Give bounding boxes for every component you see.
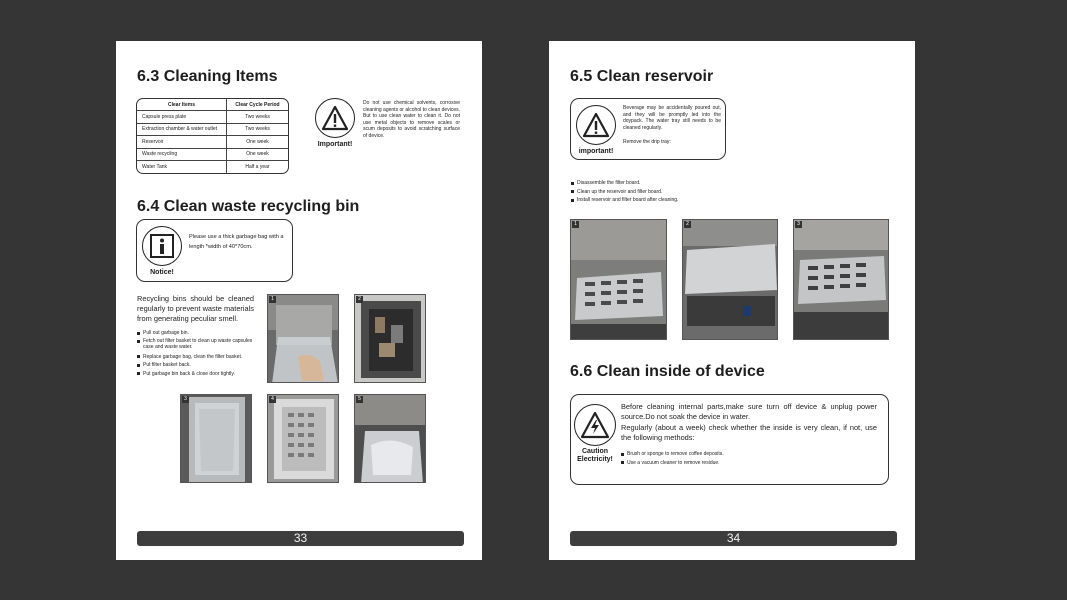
photo-number: 2: [356, 296, 363, 303]
cleaning-items-table: [136, 98, 289, 174]
info-icon: [142, 226, 182, 266]
table-cell: Two weeks: [227, 111, 288, 123]
caution-box: [570, 394, 889, 485]
page-number-bar: 33: [137, 531, 464, 546]
table-row: [137, 161, 288, 173]
list-item: Use a vacuum cleaner to remove residue.: [621, 459, 821, 468]
notice-text: Please use a thick garbage bag with a length *width of 40*70cm.: [189, 234, 284, 250]
notice-box: [136, 219, 293, 282]
table-row: [137, 136, 288, 148]
warning-triangle-icon: [315, 98, 355, 138]
table-cell: Water Tank: [137, 161, 227, 173]
manual-page-34: [549, 41, 915, 560]
list-item: Install reservoir and filter board after cleaning.: [571, 196, 741, 205]
section-title-cleaning-items: 6.3 Cleaning Items: [137, 68, 278, 85]
photo-bin-back: [354, 394, 426, 483]
section-title-clean-reservoir: 6.5 Clean reservoir: [570, 68, 714, 85]
list-item: Fetch out filter basket to clean up waste capsules case and waste water.: [137, 338, 253, 351]
recycling-steps-list: [137, 329, 253, 379]
electric-hazard-icon: [574, 404, 616, 446]
photo-number: 1: [269, 296, 276, 303]
reservoir-steps-list: [571, 179, 741, 205]
important-label: Important!: [317, 141, 353, 148]
list-item: Clean up the reservoir and filter board.: [571, 188, 741, 197]
caution-label: Caution Electricity!: [577, 448, 613, 463]
important-warning-text: Do not use chemical solvents, corrosive cleaning agents or alcohol to clean devices. But to use clean water to clean it. Do not use metal objects to remove scales or scum deposits to avoid scratching surface of device.: [363, 100, 460, 139]
table-header: Clear Cycle Period: [227, 99, 288, 111]
list-item: Pull out garbage bin.: [137, 329, 253, 338]
table-row: [137, 111, 288, 123]
table-cell: One week: [227, 136, 288, 148]
table-cell: Reservoir: [137, 136, 227, 148]
table-row: [137, 149, 288, 161]
caution-text-2: Regularly (about a week) check whether the inside is very clean, if not, use the following methods:: [621, 423, 877, 442]
notice-label: Notice!: [150, 269, 174, 276]
table-cell: Extraction chamber & water outlet: [137, 124, 227, 136]
photo-number: 1: [572, 221, 579, 228]
inside-cleaning-steps: [621, 450, 821, 467]
list-item: Replace garbage bag, clean the filter basket.: [137, 353, 253, 362]
table-cell: Waste recycling: [137, 149, 227, 161]
photo-number: 4: [269, 396, 276, 403]
important-text: Beverage may be accidentally poured out, and they will be promptly led into the doypack. The water tray still needs to be cleaned regularly.: [623, 105, 721, 131]
photo-install-reservoir: [793, 219, 889, 340]
photo-number: 3: [182, 396, 189, 403]
photo-number: 5: [356, 396, 363, 403]
table-header-row: [137, 99, 288, 111]
list-item: Disassemble the filter board.: [571, 179, 741, 188]
photo-filter-basket: [354, 294, 426, 383]
table-cell: Capsule press plate: [137, 111, 227, 123]
table-header: Clear Items: [137, 99, 227, 111]
list-item: Brush or sponge to remove coffee deposits.: [621, 450, 821, 459]
recycling-intro-text: Recycling bins should be cleaned regularly to prevent waste materials from generating peculiar smell.: [137, 294, 254, 323]
warning-triangle-icon: [576, 105, 616, 145]
photo-number: 2: [684, 221, 691, 228]
section-title-waste-recycling: 6.4 Clean waste recycling bin: [137, 198, 360, 215]
manual-page-33: [116, 41, 482, 560]
photo-number: 3: [795, 221, 802, 228]
photo-replace-bag: [180, 394, 252, 483]
table-row: [137, 124, 288, 136]
important-label: important!: [578, 148, 614, 155]
photo-pull-out-bin: [267, 294, 339, 383]
important-text-drip-tray: Remove the drip tray:: [623, 139, 671, 145]
list-item: Put garbage bin back & close door tightly.: [137, 370, 253, 379]
list-item: Put filter basket back.: [137, 361, 253, 370]
photo-clean-reservoir: [682, 219, 778, 340]
photo-disassemble-filter: [570, 219, 667, 340]
table-cell: Two weeks: [227, 124, 288, 136]
caution-text-1: Before cleaning internal parts,make sure turn off device & unplug power source.Do not soak the device in water.: [621, 402, 877, 421]
section-title-clean-inside: 6.6 Clean inside of device: [570, 363, 765, 380]
important-box: [570, 98, 726, 160]
page-number-bar: 34: [570, 531, 897, 546]
table-cell: Half a year: [245, 164, 270, 171]
photo-filter-basket-back: [267, 394, 339, 483]
table-cell: One week: [227, 149, 288, 161]
